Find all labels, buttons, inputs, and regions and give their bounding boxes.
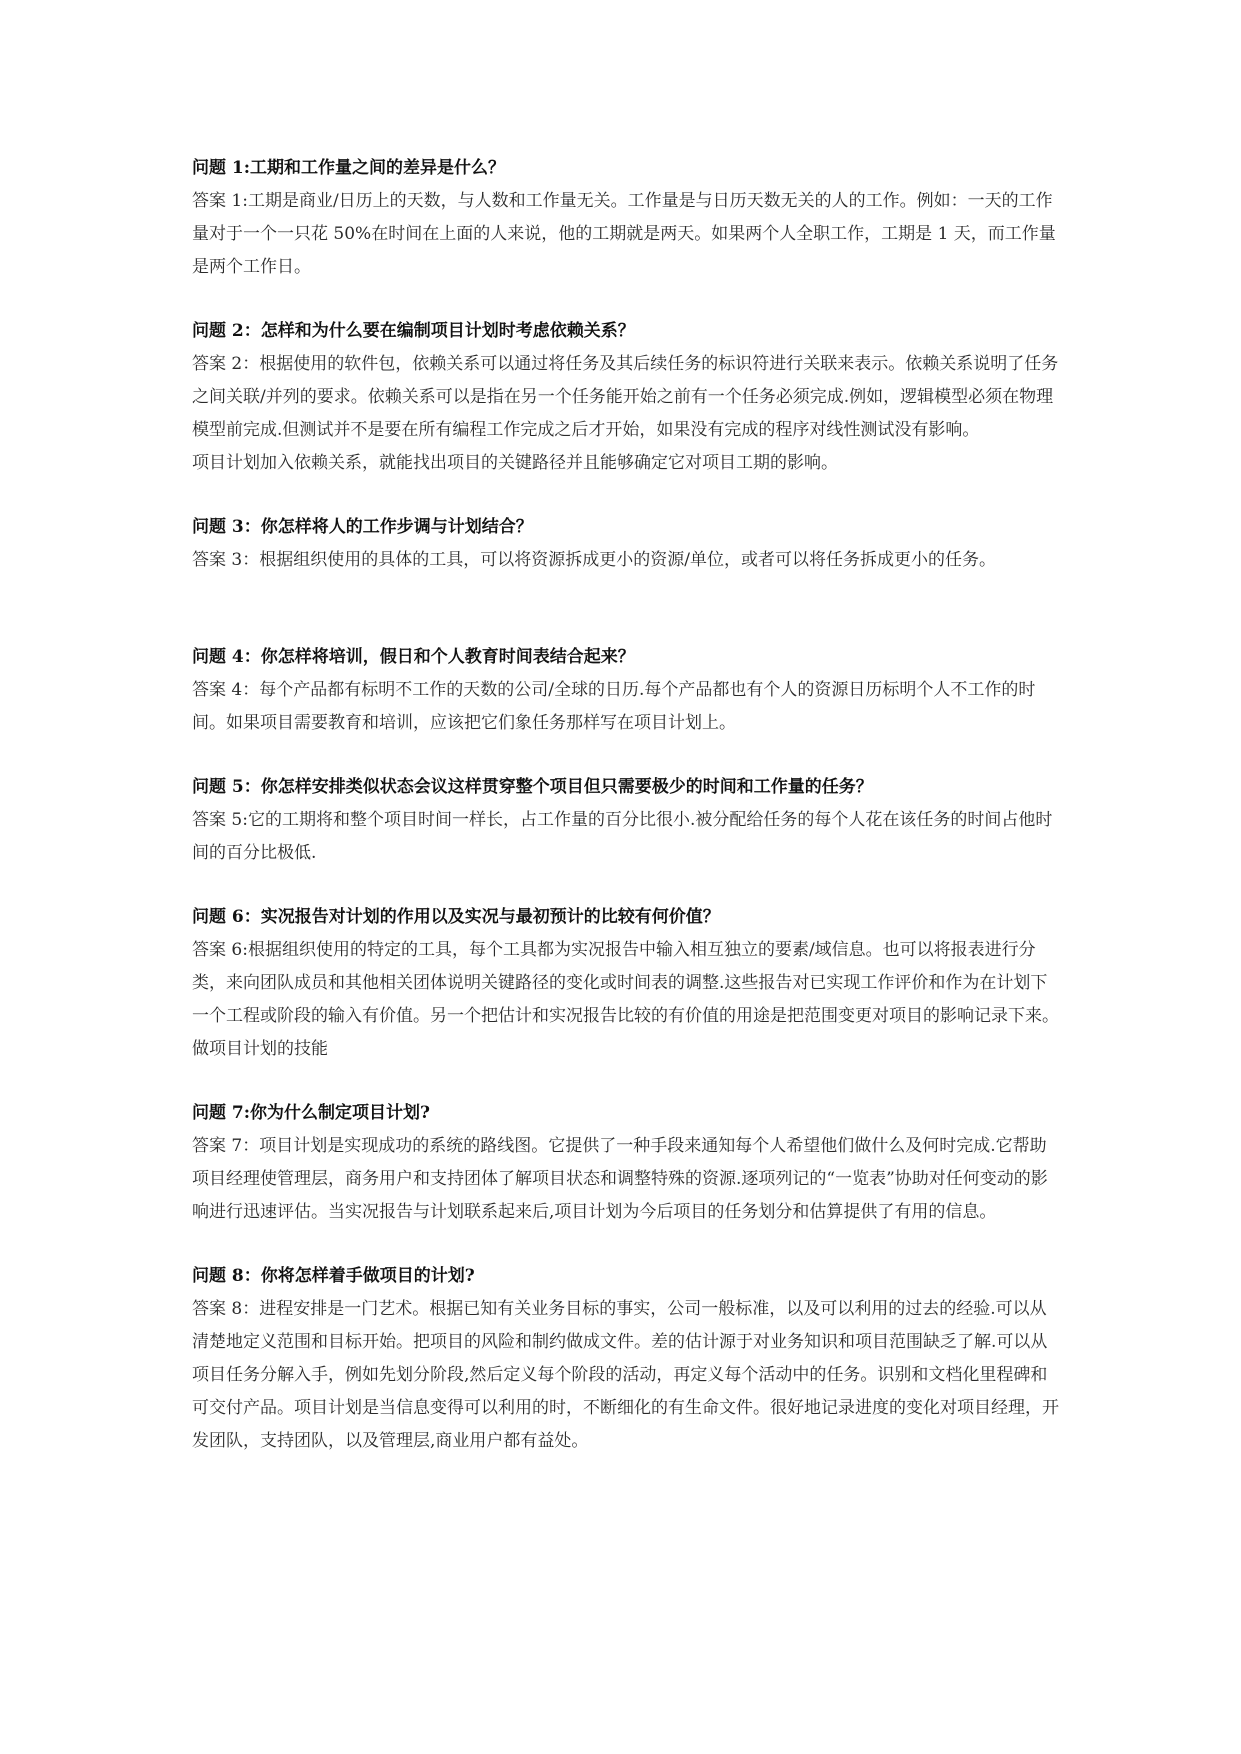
qa-item-7 [192, 1097, 1062, 1229]
question-5: 问题 5：你怎样安排类似状态会议这样贯穿整个项目但只需要极少的时间和工作量的任务？ [192, 777, 873, 797]
answer-7: 答案 7：项目计划是实现成功的系统的路线图。它提供了一种手段来通知每个人希望他们做什么及何时完成.它帮助项目经理使管理层，商务用户和支持团体了解项目状态和调整特殊的资源.逐项列记的“一览表”协助对任何变动的影响进行迅速评估。当实况报告与计划联系起来后,项目计划为今后项目的任务划分和估算提供了有用的信息。 [192, 1136, 1048, 1222]
question-7: 问题 7:你为什么制定项目计划? [192, 1103, 430, 1123]
answer-4: 答案 4：每个产品都有标明不工作的天数的公司/全球的日历.每个产品都也有个人的资源日历标明个人不工作的时间。如果项目需要教育和培训，应该把它们象任务那样写在项目计划上。 [192, 680, 1036, 733]
answer-2: 答案 2：根据使用的软件包，依赖关系可以通过将任务及其后续任务的标识符进行关联来表示。依赖关系说明了任务之间关联/并列的要求。依赖关系可以是指在另一个任务能开始之前有一个任务必须完成.例如，逻辑模型必须在物理模型前完成.但测试并不是要在所有编程工作完成之后才开始，如果没有完成的程序对线性测试没有影响。 [192, 354, 1059, 440]
qa-item-8 [192, 1260, 1062, 1458]
qa-item-1 [192, 152, 1062, 284]
qa-item-3 [192, 511, 1062, 577]
question-4: 问题 4：你怎样将培训，假日和个人教育时间表结合起来？ [192, 647, 635, 667]
qa-item-4 [192, 641, 1062, 740]
question-3: 问题 3：你怎样将人的工作步调与计划结合？ [192, 517, 533, 537]
qa-item-2 [192, 315, 1062, 480]
qa-item-5 [192, 771, 1062, 870]
answer-8: 答案 8：进程安排是一门艺术。根据已知有关业务目标的事实，公司一般标准，以及可以利用的过去的经验.可以从清楚地定义范围和目标开始。把项目的风险和制约做成文件。差的估计源于对业务知识和项目范围缺乏了解.可以从项目任务分解入手，例如先划分阶段,然后定义每个阶段的活动，再定义每个活动中的任务。识别和文档化里程碑和可交付产品。项目计划是当信息变得可以利用的时，不断细化的有生命文件。很好地记录进度的变化对项目经理，开发团队，支持团队，以及管理层,商业用户都有益处。 [192, 1299, 1059, 1451]
answer-6: 答案 6:根据组织使用的特定的工具，每个工具都为实况报告中输入相互独立的要素/域信息。也可以将报表进行分类，来向团队成员和其他相关团体说明关键路径的变化或时间表的调整.这些报告对已实现工作评价和作为在计划下一个工程或阶段的输入有价值。另一个把估计和实况报告比较的有价值的用途是把范围变更对项目的影响记录下来。 [192, 940, 1059, 1026]
section-heading-planning-skills: 做项目计划的技能 [192, 1039, 328, 1059]
question-8: 问题 8：你将怎样着手做项目的计划? [192, 1266, 475, 1286]
question-6: 问题 6：实况报告对计划的作用以及实况与最初预计的比较有何价值？ [192, 907, 720, 927]
document-page [192, 152, 1062, 1458]
answer-2-note: 项目计划加入依赖关系，就能找出项目的关键路径并且能够确定它对项目工期的影响。 [192, 453, 838, 473]
answer-1: 答案 1:工期是商业/日历上的天数，与人数和工作量无关。工作量是与日历天数无关的人的工作。例如：一天的工作量对于一个一只花 50%在时间在上面的人来说，他的工期就是两天。如果两个人全职工作，工期是 1 天，而工作量是两个工作日。 [192, 191, 1056, 277]
qa-item-6 [192, 901, 1062, 1066]
question-2: 问题 2：怎样和为什么要在编制项目计划时考虑依赖关系？ [192, 321, 635, 341]
answer-5: 答案 5:它的工期将和整个项目时间一样长，占工作量的百分比很小.被分配给任务的每个人花在该任务的时间占他时间的百分比极低. [192, 810, 1053, 863]
answer-3: 答案 3：根据组织使用的具体的工具，可以将资源拆成更小的资源/单位，或者可以将任务拆成更小的任务。 [192, 550, 996, 570]
question-1: 问题 1:工期和工作量之间的差异是什么？ [192, 158, 506, 178]
